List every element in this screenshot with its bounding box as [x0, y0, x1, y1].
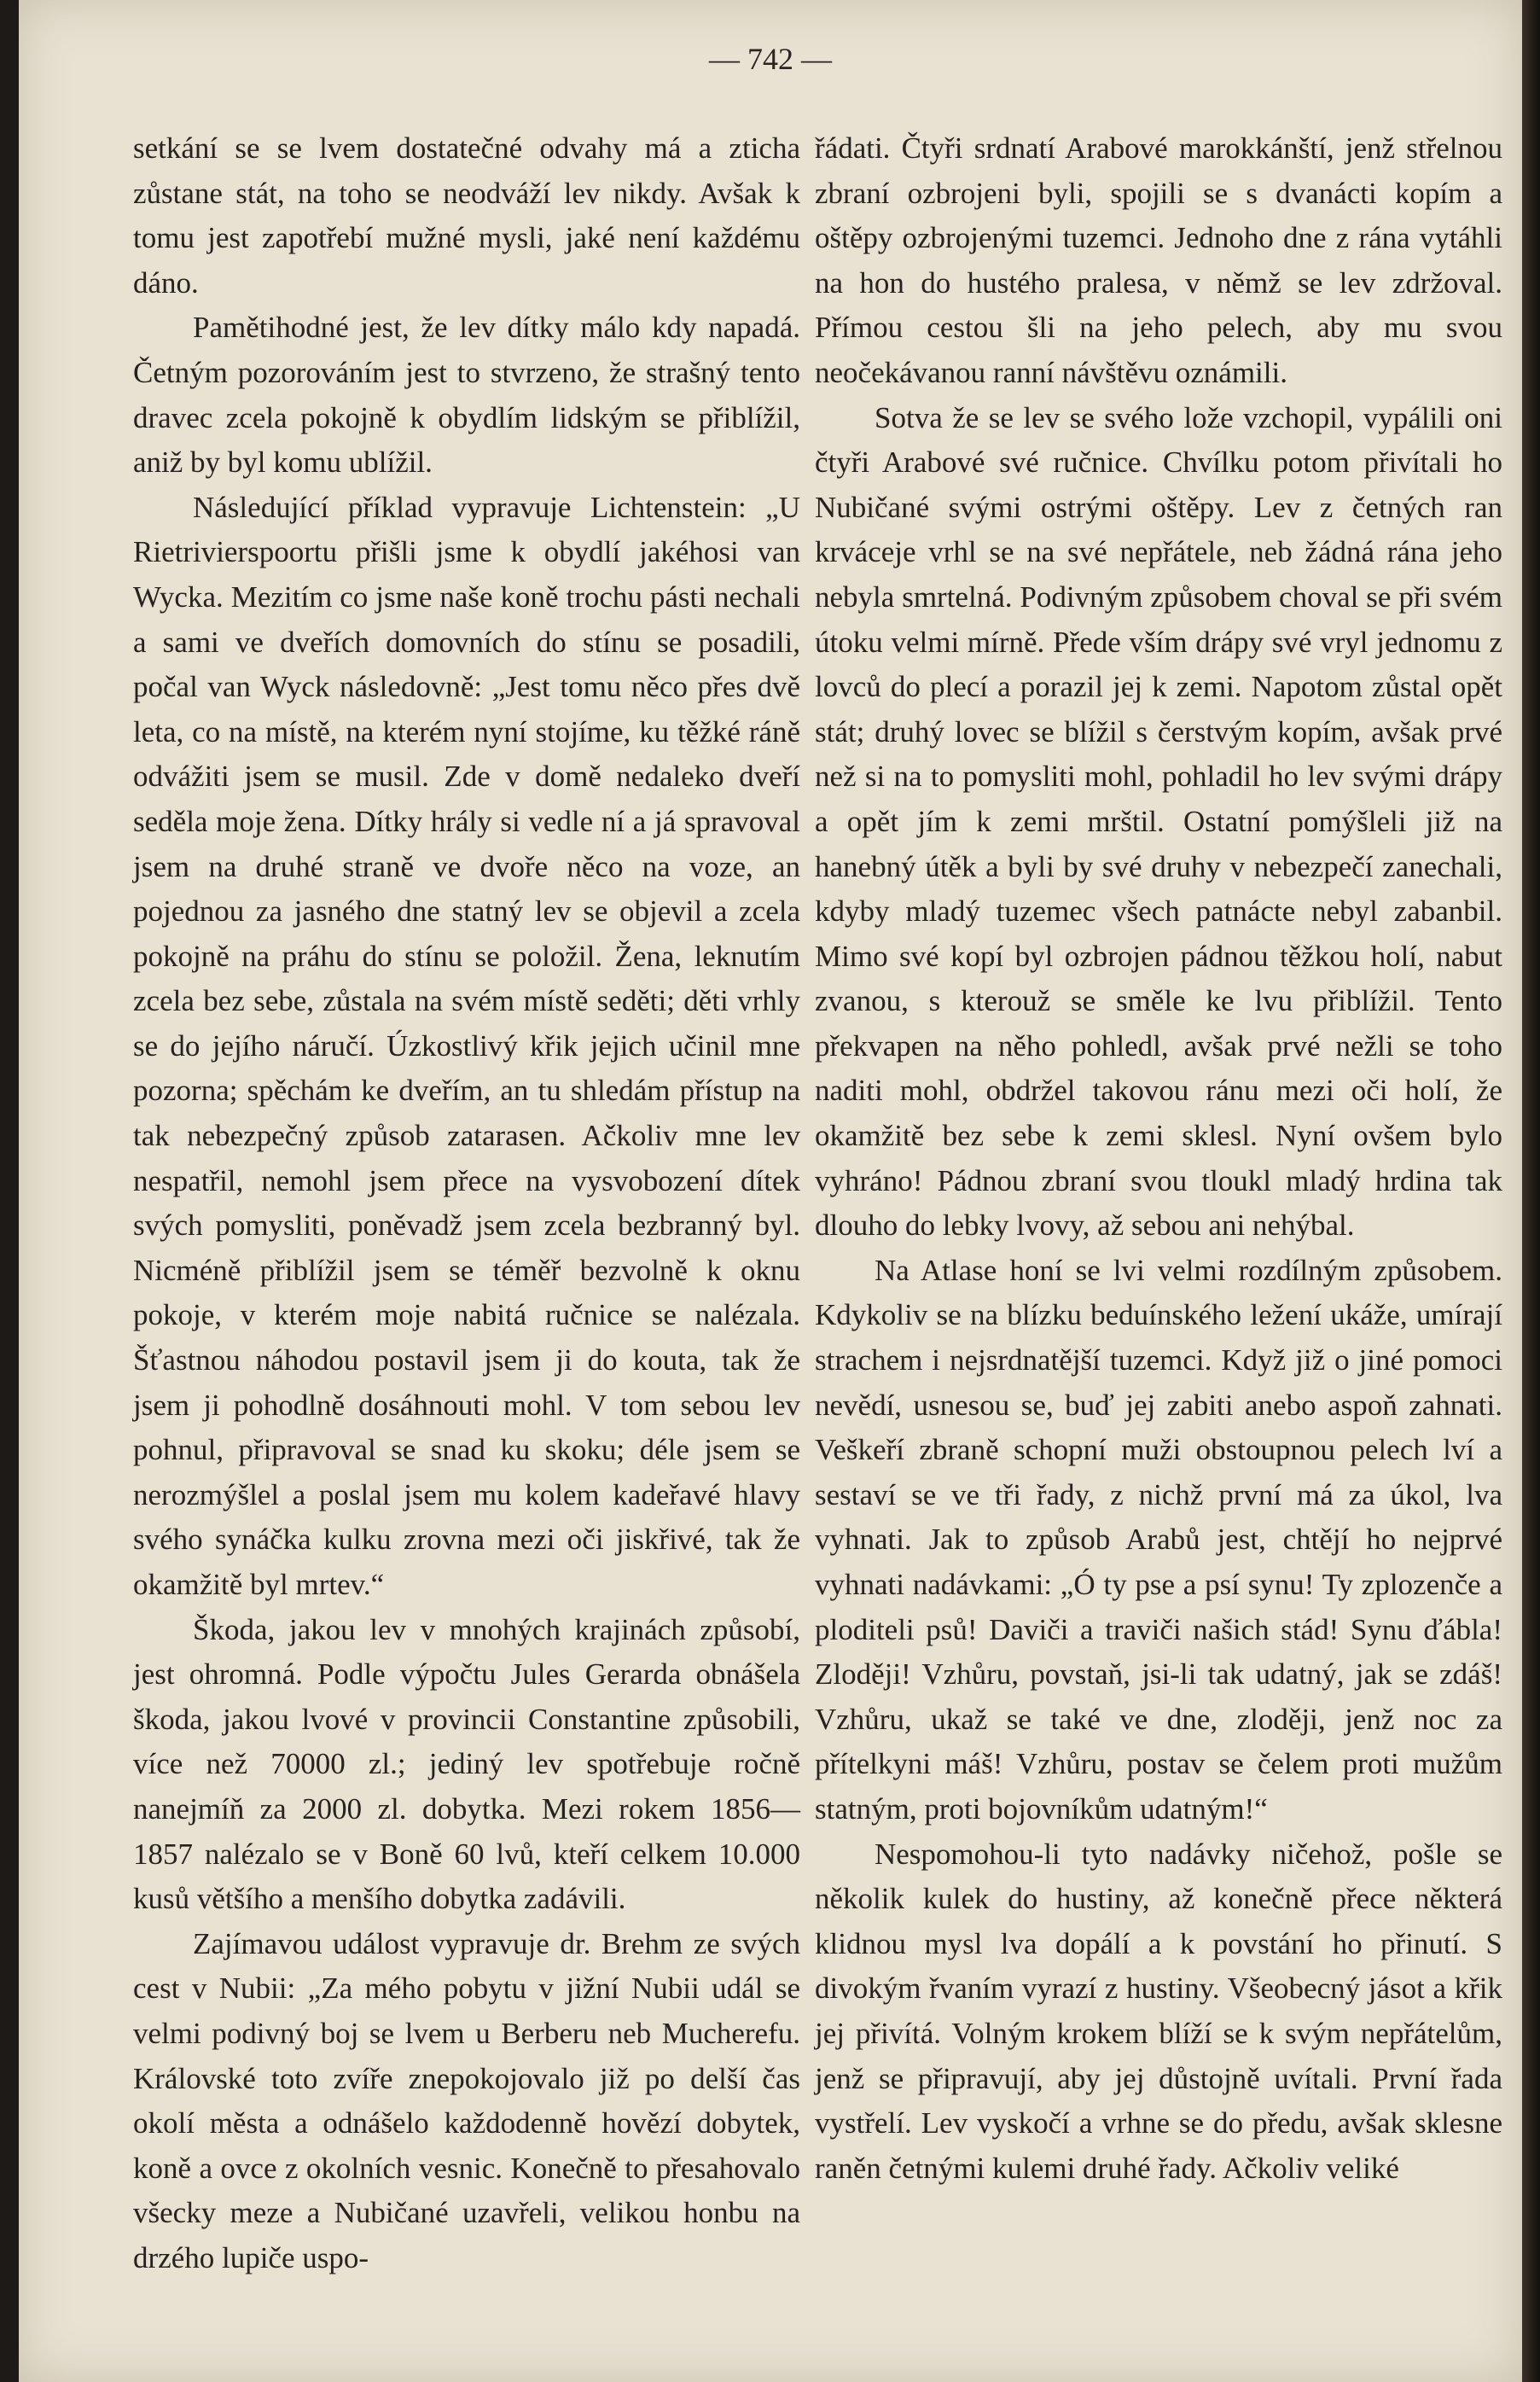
left-text-column — [133, 126, 800, 2281]
page-edge-shadow — [1522, 0, 1540, 2382]
right-text-column — [815, 126, 1502, 2191]
paragraph: Zajímavou událost vypravuje dr. Brehm ze svých cest v Nubii: „Za mého pobytu v jižní Nubii udál se velmi podivný boj se lvem u Berberu neb Mucherefu. Královské toto zvíře znepokojovalo již po delší čas okolí města a odnášelo každodenně hovězí dobytek, koně a ovce z okolních vesnic. Konečně to přesahovalo všecky meze a Nubičané uzavřeli, velikou honbu na drzého lupiče uspo- — [133, 1926, 800, 2274]
book-page — [19, 0, 1522, 2382]
paragraph: řádati. Čtyři srdnatí Arabové marokkánští, jenž střelnou zbraní ozbrojeni byli, spojili se s dvanácti kopím a oštěpy ozbrojenými tuzemci. Jednoho dne z rána vytáhli na hon do hustého pralesa, v němž se lev zdržoval. Přímou cestou šli na jeho pelech, aby mu svou neočekávanou ranní návštěvu oznámili. — [815, 131, 1502, 389]
paragraph: Škoda, jakou lev v mnohých krajinách způsobí, jest ohromná. Podle výpočtu Jules Gerarda obnášela škoda, jakou lvové v provincii Constantine způsobili, více než 70000 zl.; jediný lev spotřebuje ročně nanejmíň za 2000 zl. dobytka. Mezi rokem 1856—1857 nalézalo se v Boně 60 lvů, kteří celkem 10.000 kusů většího a menšího dobytka zadávili. — [133, 1612, 800, 1916]
paragraph: Sotva že se lev se svého lože vzchopil, vypálili oni čtyři Arabové své ručnice. Chvílku potom přivítali ho Nubičané svými ostrými oštěpy. Lev z četných ran krváceje vrhl se na své nepřátele, neb žádná rána jeho nebyla smrtelná. Podivným způsobem choval se při svém útoku velmi mírně. Přede vším drápy své vryl jednomu z lovců do plecí a porazil jej k zemi. Napotom zůstal opět stát; druhý lovec se blížil s čerstvým kopím, avšak prvé než si na to pomysliti mohl, pohladil ho lev svými drápy a opět jím k zemi mrštil. Ostatní pomýšleli již na hanebný útěk a byli by své druhy v nebezpečí zanechali, kdyby mladý tuzemec všech patnácte nebyl zabanbil. Mimo své kopí byl ozbrojen pádnou těžkou holí, nabut zvanou, s kterouž se směle ke lvu přiblížil. Tento překvapen na něho pohledl, avšak prvé nežli se toho naditi mohl, obdržel takovou ránu mezi oči holí, že okamžitě bez sebe k zemi sklesl. Nyní ovšem bylo vyhráno! Pádnou zbraní svou tloukl mladý hrdina tak dlouho do lebky lvovy, až sebou ani nehýbal. — [815, 400, 1502, 1243]
paragraph: Nespomohou-li tyto nadávky ničehož, pošle se několik kulek do hustiny, až konečně přece některá klidnou mysl lva dopálí a k povstání ho přinutí. S divokým řvaním vyrazí z hustiny. Všeobecný jásot a křik jej přivítá. Volným krokem blíží se k svým nepřátelům, jenž se připravují, aby jej důstojně uvítali. První řada vystřelí. Lev vyskočí a vrhne se do předu, avšak sklesne raněn četnými kulemi druhé řady. Ačkoliv veliké — [815, 1837, 1502, 2185]
page-number: — 742 — — [709, 42, 832, 76]
paragraph: Pamětihodné jest, že lev dítky málo kdy napadá. Četným pozorováním jest to stvrzeno, že strašný tento dravec zcela pokojně k obydlím lidským se přiblížil, aniž by byl komu ublížil. — [133, 311, 800, 480]
paragraph: setkání se se lvem dostatečné odvahy má a zticha zůstane stát, na toho se neodváží lev nikdy. Avšak k tomu jest zapotřebí mužné mysli, jaké není každému dáno. — [133, 131, 800, 300]
paragraph: Na Atlase honí se lvi velmi rozdílným způsobem. Kdykoliv se na blízku beduínského ležení ukáže, umírají strachem i nejsrdnatější tuzemci. Když již o jiné pomoci nevědí, usnesou se, buď jej zabiti anebo aspoň zahnati. Veškeří zbraně schopní muži obstoupnou pelech lví a sestaví se ve tři řady, z nichž první má za úkol, lva vyhnati. Jak to způsob Arabů jest, chtějí ho nejprvé vyhnati nadávkami: „Ó ty pse a psí synu! Ty zplozenče a ploditeli psů! Daviči a traviči našich stád! Synu ďábla! Zloději! Vzhůru, povstaň, jsi-li tak udatný, jak se zdáš! Vzhůru, ukaž se také ve dne, zloději, jenž noc za přítelkyni máš! Vzhůru, postav se čelem proti mužům statným, proti bojovníkům udatným!“ — [815, 1253, 1502, 1826]
paragraph: Následující příklad vypravuje Lichtenstein: „U Rietrivierspoortu přišli jsme k obydlí jakéhosi van Wycka. Mezitím co jsme naše koně trochu pásti nechali a sami ve dveřích domovních do stínu se posadili, počal van Wyck následovně: „Jest tomu něco přes dvě leta, co na místě, na kterém nyní stojíme, ku těžké ráně odvážiti jsem se musil. Zde v domě nedaleko dveří seděla moje žena. Dítky hrály si vedle ní a já spravoval jsem na druhé straně ve dvoře něco na voze, an pojednou za jasného dne statný lev se objevil a zcela pokojně na práhu do stínu se položil. Žena, leknutím zcela bez sebe, zůstala na svém místě seděti; děti vrhly se do jejího náručí. Úzkostlivý křik jejich učinil mne pozorna; spěchám ke dveřím, an tu shledám přístup na tak nebezpečný způsob zatarasen. Ačkoliv mne lev nespatřil, nemohl jsem přece na vysvobození dítek svých pomysliti, poněvadž jsem zcela bezbranný byl. Nicméně přiblížil jsem se téměř bezvolně k oknu pokoje, v kterém moje nabitá ručnice se nalézala. Šťastnou náhodou postavil jsem ji do kouta, tak že jsem ji pohodlně dosáhnouti mohl. V tom sebou lev pohnul, připravoval se snad ku skoku; déle jsem se nerozmýšlel a poslal jsem mu kolem kadeřavé hlavy svého synáčka kulku zrovna mezi oči jiskřivé, tak že okamžitě byl mrtev.“ — [133, 490, 800, 1601]
